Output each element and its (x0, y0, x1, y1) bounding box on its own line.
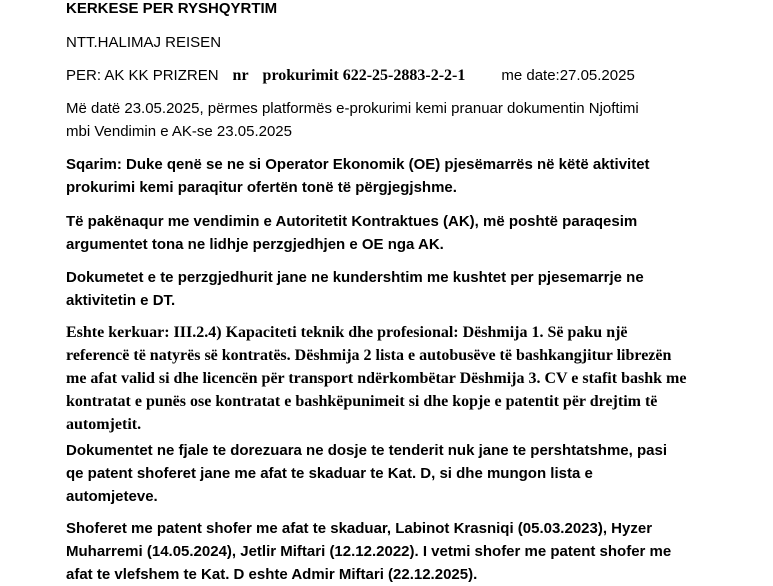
per-authority: PER: AK KK PRIZREN (66, 67, 219, 84)
requirement-line-1: Eshte kerkuar: III.2.4) Kapaciteti teknik dhe profesional: Dëshmija 1. Së paku një (66, 324, 628, 341)
intro-line-2: mbi Vendimin e AK-se 23.05.2025 (66, 123, 292, 140)
company-name: NTT.HALIMAJ REISEN (66, 34, 222, 51)
clarification-line-1: Sqarim: Duke qenë se ne si Operator Ekonomik (OE) pjesëmarrës në këtë aktivitet (66, 156, 650, 173)
requirement-line-2: referencë të natyrës së kontratës. Dëshmija 2 lista e autobusëve të bashkangjitur librezën (66, 347, 672, 364)
intro-line-1: Më datë 23.05.2025, përmes platformës e-prokurimi kemi pranuar dokumentin Njoftimi (66, 100, 639, 117)
requirement-line-5: automjetit. (66, 416, 142, 433)
dissatisfied-line-1: Të pakënaqur me vendimin e Autoritetit Kontraktues (AK), më poshtë paraqesim (66, 213, 638, 230)
procurement-number: prokurimit 622-25-2883-2-2-1 (262, 67, 466, 84)
requirement-line-3: me afat valid si dhe licencën për transport ndërkombëtar Dëshmija 3. CV e stafit bashk me (66, 370, 687, 387)
per-line (66, 64, 635, 87)
dissatisfied-line-2: argumentet tona ne lidhje perzgjedhjen e OE nga AK. (66, 236, 444, 253)
per-nr: nr (232, 67, 249, 84)
document-title: KERKESE PER RYSHQYRTIM (66, 0, 278, 17)
clarification-line-2: prokurimi kemi paraqitur ofertën tonë të përgjegjshme. (66, 179, 457, 196)
unsuitable-line-3: automjeteve. (66, 488, 158, 505)
documents-line-1: Dokumetet e te perzgjedhurit jane ne kundershtim me kushtet per pjesemarrje ne (66, 269, 644, 286)
unsuitable-line-1: Dokumentet ne fjale te dorezuara ne dosje te tenderit nuk jane te pershtatshme, pasi (66, 442, 667, 459)
drivers-line-3: afat te vlefshem te Kat. D eshte Admir Miftari (22.12.2025). (66, 566, 478, 583)
request-date: me date:27.05.2025 (501, 67, 635, 84)
drivers-line-1: Shoferet me patent shofer me afat te skaduar, Labinot Krasniqi (05.03.2023), Hyzer (66, 520, 653, 537)
documents-line-2: aktivitetin e DT. (66, 292, 176, 309)
unsuitable-line-2: qe patent shoferet jane me afat te skaduar te Kat. D, si dhe mungon lista e (66, 465, 593, 482)
drivers-line-2: Muharremi (14.05.2024), Jetlir Miftari (12.12.2022). I vetmi shofer me patent shofer me (66, 543, 672, 560)
requirement-line-4: kontratat e punës ose kontratat e bashkëpunimeit si dhe kopje e patentit për drejtim të (66, 393, 658, 410)
